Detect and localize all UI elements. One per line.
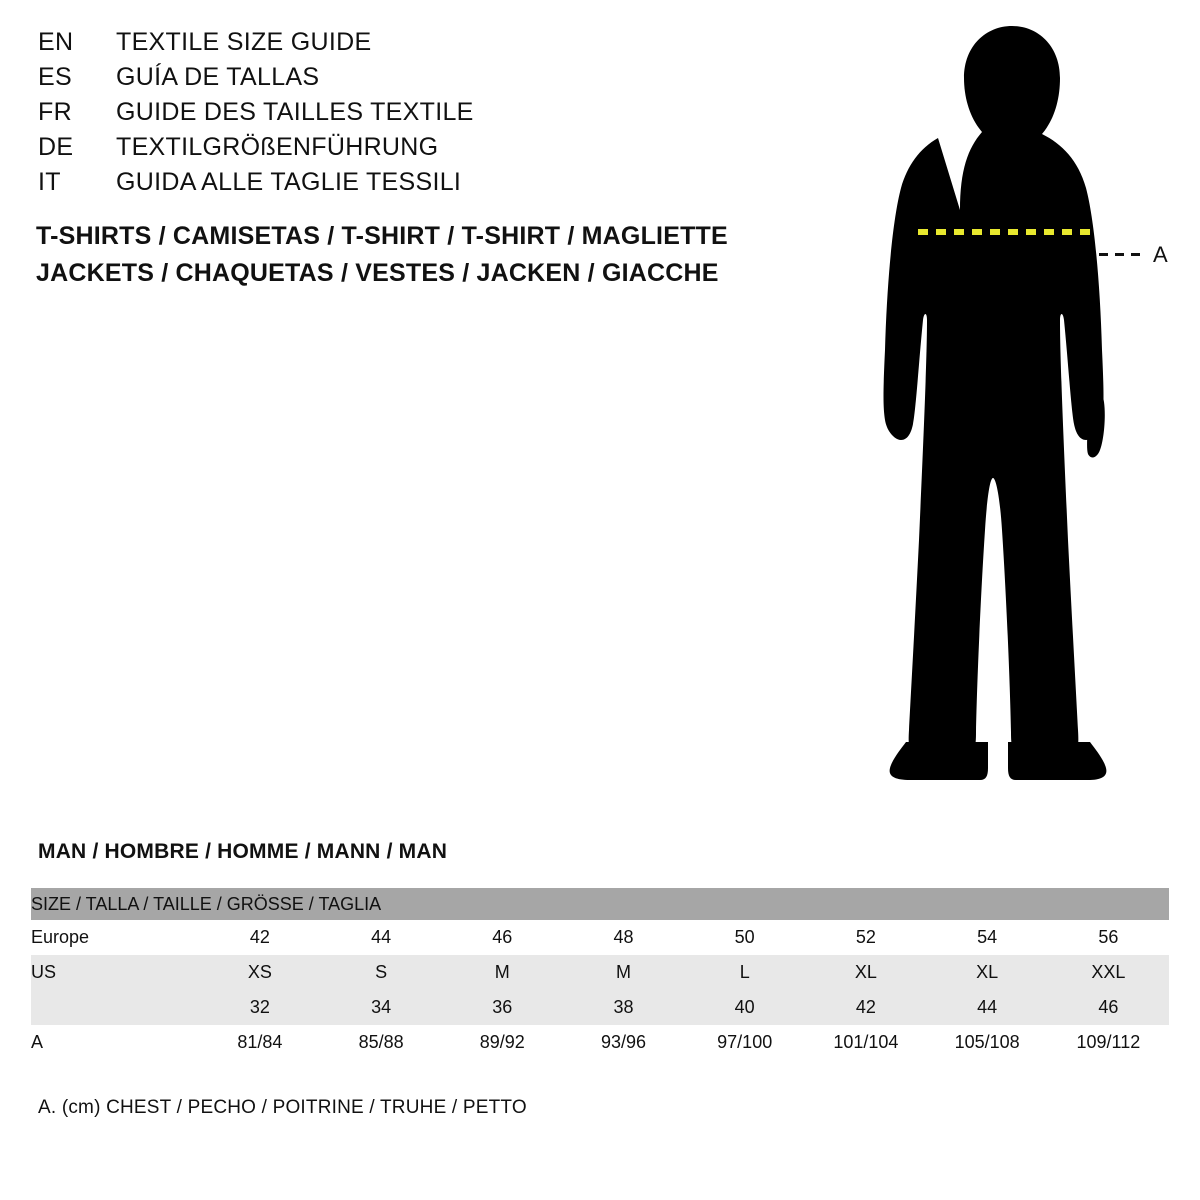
language-title: GUÍA DE TALLAS	[116, 63, 320, 91]
language-row	[38, 133, 758, 168]
language-list	[38, 28, 758, 203]
cell: 81/84	[199, 1025, 320, 1060]
cell: 101/104	[805, 1025, 926, 1060]
cell: XL	[927, 955, 1048, 990]
table-header-label: SIZE / TALLA / TAILLE / GRÖSSE / TAGLIA	[31, 888, 1169, 920]
language-row	[38, 168, 758, 203]
table-row	[31, 920, 1169, 955]
cell: 56	[1048, 920, 1169, 955]
language-row	[38, 28, 758, 63]
table-header-row	[31, 888, 1169, 920]
cell: 42	[805, 990, 926, 1025]
language-code: IT	[38, 168, 61, 196]
language-code: EN	[38, 28, 74, 56]
row-label	[31, 990, 199, 1025]
row-label: US	[31, 955, 199, 990]
cell: M	[442, 955, 563, 990]
language-title: GUIDE DES TAILLES TEXTILE	[116, 98, 474, 126]
language-row	[38, 63, 758, 98]
cell: 46	[442, 920, 563, 955]
table-row	[31, 990, 1169, 1025]
cell: XL	[805, 955, 926, 990]
language-code: ES	[38, 63, 72, 91]
cell: 48	[563, 920, 684, 955]
cell: XXL	[1048, 955, 1169, 990]
cell: 40	[684, 990, 805, 1025]
cell: 109/112	[1048, 1025, 1169, 1060]
language-code: FR	[38, 98, 72, 126]
chest-measure-line	[918, 229, 1098, 235]
cell: 54	[927, 920, 1048, 955]
cell: 32	[199, 990, 320, 1025]
language-title: TEXTILGRÖßENFÜHRUNG	[116, 133, 439, 161]
cell: 42	[199, 920, 320, 955]
language-row	[38, 98, 758, 133]
size-table	[31, 888, 1169, 1060]
cell: 85/88	[320, 1025, 441, 1060]
category-tshirts: T-SHIRTS / CAMISETAS / T-SHIRT / T-SHIRT / MAGLIETTE	[36, 222, 728, 250]
cell: 52	[805, 920, 926, 955]
cell: 44	[320, 920, 441, 955]
cell: 34	[320, 990, 441, 1025]
table-row	[31, 1025, 1169, 1060]
body-figure	[810, 20, 1180, 790]
language-title: TEXTILE SIZE GUIDE	[116, 28, 372, 56]
language-title: GUIDA ALLE TAGLIE TESSILI	[116, 168, 462, 196]
cell: 50	[684, 920, 805, 955]
table-section-title: MAN / HOMBRE / HOMME / MANN / MAN	[38, 840, 448, 863]
row-label: A	[31, 1025, 199, 1060]
cell: 36	[442, 990, 563, 1025]
table-footnote: A. (cm) CHEST / PECHO / POITRINE / TRUHE / PETTO	[38, 1097, 527, 1118]
male-silhouette-icon	[810, 20, 1180, 790]
cell: 44	[927, 990, 1048, 1025]
cell: 46	[1048, 990, 1169, 1025]
garment-categories	[36, 218, 796, 292]
cell: M	[563, 955, 684, 990]
cell: 38	[563, 990, 684, 1025]
cell: 97/100	[684, 1025, 805, 1060]
cell: L	[684, 955, 805, 990]
language-code: DE	[38, 133, 74, 161]
cell: 93/96	[563, 1025, 684, 1060]
row-label: Europe	[31, 920, 199, 955]
cell: 105/108	[927, 1025, 1048, 1060]
category-jackets: JACKETS / CHAQUETAS / VESTES / JACKEN / GIACCHE	[36, 259, 719, 287]
cell: XS	[199, 955, 320, 990]
cell: S	[320, 955, 441, 990]
measure-leader-dashes	[1099, 253, 1145, 256]
table-row	[31, 955, 1169, 990]
measure-label-a: A	[1153, 242, 1168, 267]
cell: 89/92	[442, 1025, 563, 1060]
